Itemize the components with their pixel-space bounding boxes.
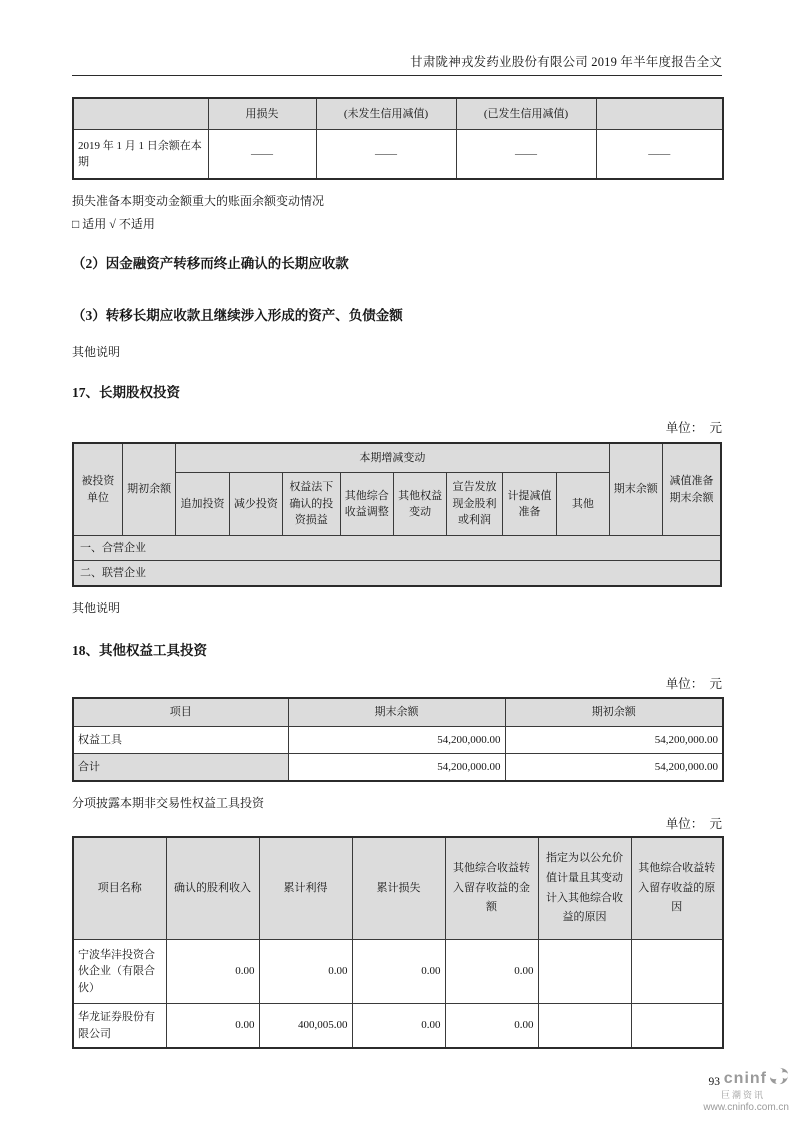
category-row-associates [73,561,721,587]
data-cell [631,1004,723,1049]
header-cell-change-group: 本期增减变动 [176,443,609,473]
report-title: 甘肃陇神戎发药业股份有限公司 2019 年半年度报告全文 [410,55,722,69]
header-cell-impairment-closing: 减值准备期末余额 [662,443,721,536]
data-cell: —— [316,130,456,180]
category-row-joint-ventures [73,536,721,561]
header-cell: 确认的股利收入 [166,837,259,940]
header-cell: 用损失 [208,98,316,130]
data-cell: 54,200,000.00 [505,727,723,754]
header-cell: 其他权益变动 [393,473,446,536]
page-header [72,0,722,76]
header-cell [596,98,723,130]
data-cell [631,940,723,1004]
category-cell: 一、合营企业 [73,536,721,561]
table-row [73,1004,723,1049]
section-17-heading: 17、长期股权投资 [72,385,180,400]
header-cell: 计提减值准备 [502,473,556,536]
header-cell: 项目名称 [73,837,166,940]
data-cell: 0.00 [352,940,445,1004]
header-cell: 宣告发放现金股利或利润 [447,473,502,536]
row-label-cell: 2019 年 1 月 1 日余额在本期 [73,130,208,180]
data-cell: 0.00 [166,1004,259,1049]
data-cell: 0.00 [166,940,259,1004]
total-label-cell: 合计 [73,754,288,782]
header-cell: 其他综合收益转入留存收益的原因 [631,837,723,940]
header-cell: 其他综合收益调整 [340,473,393,536]
header-cell-opening: 期初余额 [122,443,175,536]
header-cell-investee: 被投资单位 [73,443,122,536]
data-cell: —— [596,130,723,180]
table-row [73,940,723,1004]
row-label-cell: 权益工具 [73,727,288,754]
row-label-cell: 宁波华沣投资合伙企业（有限合伙） [73,940,166,1004]
data-cell: —— [208,130,316,180]
data-cell: 0.00 [352,1004,445,1049]
cninfo-brand-text: cninf [723,1069,767,1087]
other-equity-instruments-table [72,697,724,782]
header-cell: (已发生信用减值) [456,98,596,130]
header-cell: (未发生信用减值) [316,98,456,130]
loss-provision-caption: 损失准备本期变动金额重大的账面余额变动情况 [72,194,325,208]
header-cell: 减少投资 [229,473,282,536]
header-cell: 期末余额 [288,698,505,727]
unit-label: 单位： 元 [665,677,722,691]
unit-label: 单位： 元 [665,421,722,435]
header-cell: 权益法下确认的投资损益 [283,473,340,536]
table-header-row [73,837,723,940]
table-header-row [73,698,723,727]
data-cell: 54,200,000.00 [505,754,723,782]
heading-transfer-derecognized: （2）因金融资产转移而终止确认的长期应收款 [72,256,349,271]
category-cell: 二、联营企业 [73,561,721,587]
cninfo-watermark [669,1067,789,1113]
data-cell: —— [456,130,596,180]
header-cell: 累计损失 [352,837,445,940]
header-cell: 其他综合收益转入留存收益的金额 [445,837,538,940]
table-header-row [73,443,721,473]
header-cell: 追加投资 [176,473,229,536]
other-note: 其他说明 [72,345,121,359]
header-cell: 期初余额 [505,698,723,727]
data-cell: 54,200,000.00 [288,754,505,782]
unit-label: 单位： 元 [665,817,722,831]
row-label-cell: 华龙证券股份有限公司 [73,1004,166,1049]
non-trading-equity-detail-table [72,836,724,1049]
applicability-line: □ 适用 √ 不适用 [72,217,155,231]
header-cell-closing: 期末余额 [609,443,662,536]
data-cell: 54,200,000.00 [288,727,505,754]
table-row [73,130,723,180]
header-cell: 指定为以公允价值计量且其变动计入其他综合收益的原因 [538,837,631,940]
data-cell: 0.00 [259,940,352,1004]
long-term-equity-investment-table [72,442,722,587]
non-trading-equity-caption: 分项披露本期非交易性权益工具投资 [72,796,265,810]
cninfo-subtitle: 巨潮资讯 [720,1090,765,1100]
credit-impairment-table [72,97,724,180]
header-cell: 其他 [557,473,609,536]
data-cell: 0.00 [445,1004,538,1049]
data-cell [538,940,631,1004]
cninfo-pinwheel-icon [769,1067,789,1090]
header-cell: 累计利得 [259,837,352,940]
data-cell: 400,005.00 [259,1004,352,1049]
other-note: 其他说明 [72,601,121,615]
header-cell [73,98,208,130]
table-header-row [73,98,723,130]
data-cell [538,1004,631,1049]
data-cell: 0.00 [445,940,538,1004]
table-row-total [73,754,723,782]
page-number: 93 [708,1076,720,1088]
header-cell: 项目 [73,698,288,727]
heading-continuing-involvement: （3）转移长期应收款且继续涉入形成的资产、负债金额 [72,308,403,323]
cninfo-url: www.cninfo.com.cn [703,1102,789,1113]
section-18-heading: 18、其他权益工具投资 [72,643,207,658]
table-row [73,727,723,754]
